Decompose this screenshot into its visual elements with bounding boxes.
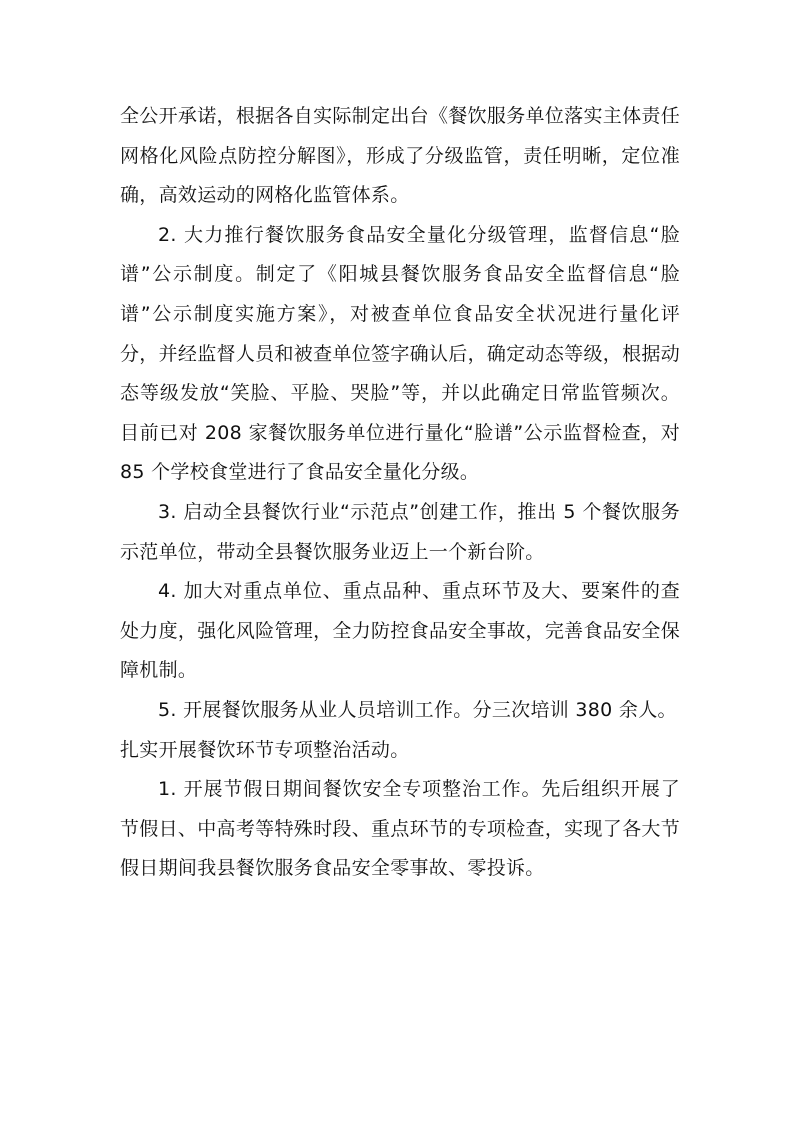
section-heading: 扎实开展餐饮环节专项整治活动。	[120, 738, 410, 761]
paragraph-item-2: 2. 大力推行餐饮服务食品安全量化分级管理，监督信息“脸谱”公示制度。制定了《阳城县餐饮服务食品安全监督信息“脸谱”公示制度实施方案》，对被查单位食品安全状况进行量化评分，并经监督人员和被查单位签字确认后，确定动态等级，根据动态等级发放“笑脸、平脸、哭脸”等，并以此确定日常监管频次。目前已对 208 家餐饮服务单位进行量化“脸谱”公示监督检查，对 85 个学校食堂进行了食品安全量化分级。	[120, 223, 680, 484]
paragraph-item-5: 5. 开展餐饮服务从业人员培训工作。分三次培训 380 余人。	[158, 698, 677, 721]
paragraph-item-3: 3. 启动全县餐饮行业“示范点”创建工作，推出 5 个餐饮服务示范单位，带动全县餐饮服务业迈上一个新台阶。	[120, 500, 680, 563]
paragraph-continuation: 全公开承诺，根据各自实际制定出台《餐饮服务单位落实主体责任网格化风险点防控分解图》，形成了分级监管，责任明晰，定位准确，高效运动的网格化监管体系。	[120, 105, 680, 207]
paragraph-item-1: 1. 开展节假日期间餐饮安全专项整治工作。先后组织开展了节假日、中高考等特殊时段、重点环节的专项检查，实现了各大节假日期间我县餐饮服务食品安全零事故、零投诉。	[120, 778, 680, 880]
paragraph-item-4: 4. 加大对重点单位、重点品种、重点环节及大、要案件的查处力度，强化风险管理，全力防控食品安全事故，完善食品安全保障机制。	[120, 580, 680, 682]
document-body	[120, 97, 680, 889]
